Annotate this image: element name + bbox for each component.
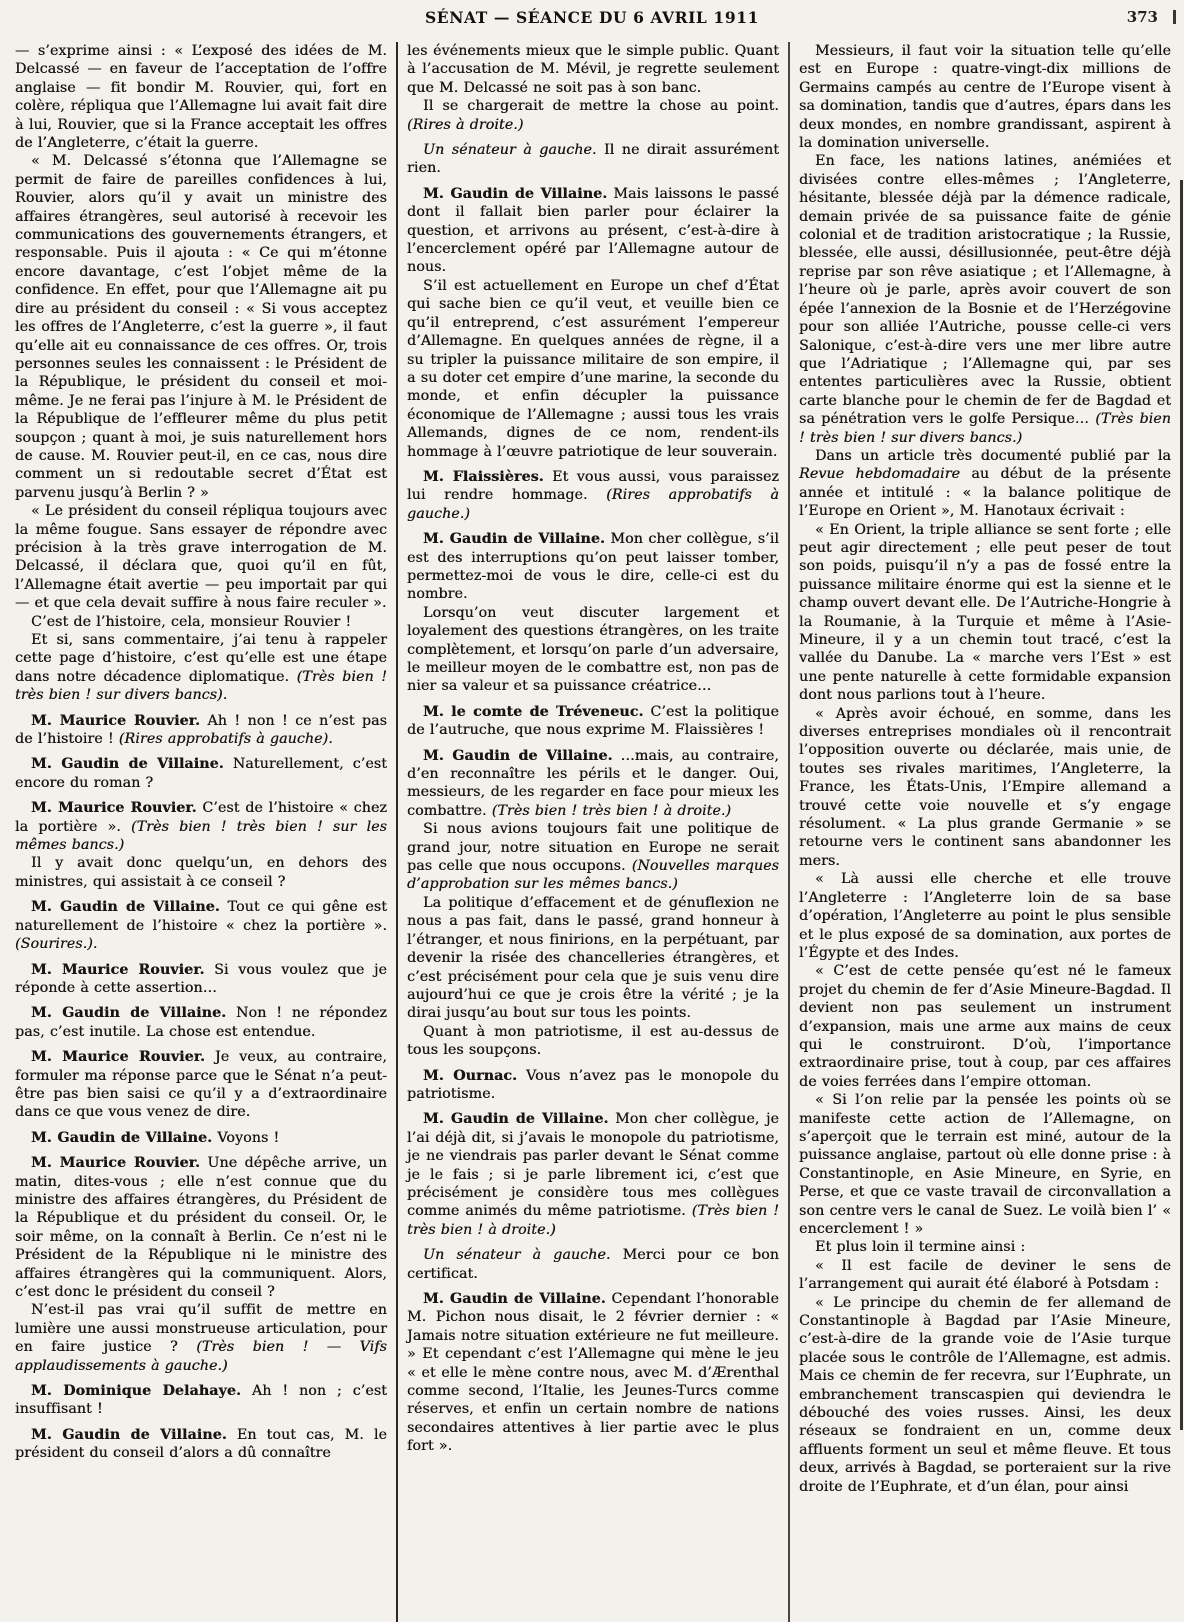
three-column-text <box>0 40 1184 1622</box>
text-run: les événements mieux que le simple public. Quant à l’accusation de M. Mévil, je regrette seulement que M. Delcassé ne soit pas à son banc. <box>407 43 779 96</box>
text-run: « Il est facile de deviner le sens de l’arrangement qui aurait été élaboré à Potsdam : <box>799 1257 1171 1293</box>
paragraph <box>799 1238 1171 1256</box>
paragraph <box>15 1004 387 1041</box>
text-run: N’est-il pas vrai qu’il suffit de mettre en lumière une aussi monstrueuse articulation, pour en faire justice ? <box>15 1302 387 1356</box>
paragraph <box>407 530 779 604</box>
paragraph <box>407 604 779 696</box>
speaker-name: M. Flaissières. <box>423 468 544 485</box>
paragraph <box>799 705 1171 871</box>
paragraph <box>799 447 1171 521</box>
paragraph <box>15 502 387 612</box>
paragraph <box>799 962 1171 1091</box>
speaker-name: M. Maurice Rouvier. <box>31 1155 200 1172</box>
stage-direction: (Très bien ! très bien ! sur divers bancs). <box>15 668 388 704</box>
paragraph <box>407 141 779 178</box>
stage-direction: (Très bien ! très bien ! à droite.) <box>407 1203 779 1238</box>
text-run: Vous n’avez pas le monopole du patriotisme. <box>407 1067 779 1102</box>
text-run: Dans un article très documenté publié par la <box>815 447 1171 464</box>
stage-direction: (Nouvelles marques d’approbation sur les mêmes bancs.) <box>407 858 779 893</box>
paragraph <box>407 1110 779 1239</box>
text-run: « Après avoir échoué, en somme, dans les diverses entreprises mondiales où il rencontrait l’opposition ouverte ou déclarée, mais unie, de toutes ses rivales maritimes, l’Angleterre, la France, les États-Unis, l’Empire allemand a trouvé cette voie nouvelle et s’y engage résolument. « La plus grande Germanie » se retourne vers le continent sans abandonner les mers. <box>799 705 1171 869</box>
column-2 <box>398 40 788 1622</box>
stage-direction: Revue hebdomadaire <box>799 466 961 483</box>
text-run: « M. Delcassé s’étonna que l’Allemagne se permit de faire de pareilles confidences à lui, Rouvier, alors qu’il y avait un ministre des affaires étrangères, seul autorisé à recevoir les communications des gouvernements étrangers, et responsable. Puis il ajouta : « Ce qui m’étonne encore davantage, c’est l’objet même de la confidence. En effet, pour que l’Allemagne ait pu dire au président du conseil : « Si vous acceptez les offres de l’Angleterre, c’est la guerre », il faut qu’elle ait eu connaissance de ces offres. Or, trois personnes seules les connaissent : le Président de la République, le président du conseil et moi-même. Je ne ferai pas l’injure à M. le Président de la République de l’effleurer même du plus petit soupçon ; quant à moi, je suis naturellement hors de cause. M. Rouvier peut-il, en ce cas, nous dire comment un si redoutable secret d’État est parvenu jusqu’à Berlin ? » <box>15 153 387 501</box>
text-run: Si nous avions toujours fait une politique de grand jour, notre situation en Europe ne serait pas celle que nous occupons. <box>407 821 779 875</box>
text-run: Merci pour ce bon certificat. <box>407 1247 779 1282</box>
scan-edge-artifact <box>1180 180 1183 1430</box>
text-run: Mon cher collègue, s’il est des interruptions qu’on peut laisser tomber, permettez-moi de vous le dire, celle-ci est du nombre. <box>407 531 779 603</box>
speaker-name: M. Ournac. <box>423 1067 518 1084</box>
text-run: « C’est de cette pensée qu’est né le fameux projet du chemin de fer d’Asie Mineure-Bagdad. Il devient non pas seulement un instrument d’expansion, mais une arme aux mains de ceux qui le construiront. D’où, l’importance extraordinaire prise, tout à coup, par ces affaires de voies ferrées dans l’empire ottoman. <box>799 963 1171 1090</box>
speaker-name: M. Gaudin de Villaine. <box>31 1129 213 1146</box>
paragraph <box>15 712 387 749</box>
paragraph <box>15 1426 387 1463</box>
stage-direction: Un sénateur à gauche. <box>423 142 597 159</box>
paragraph <box>799 521 1171 705</box>
paragraph <box>15 755 387 792</box>
paragraph <box>407 277 779 461</box>
text-run: S’il est actuellement en Europe un chef d’État qui sache bien ce qu’il veut, et veuille bien ce qu’il entreprend, c’est assurément l’empereur d’Allemagne. En quelques années de règne, il a su tripler la puissance militaire de son empire, il a su doter cet empire d’une marine, la seconde du monde, et enfin décupler la puissance économique de l’Allemagne ; aussi tous les vrais Allemands, dignes de ce nom, rendent-ils hommage à l’œuvre patriotique de leur souverain. <box>407 277 779 460</box>
paragraph <box>799 1257 1171 1294</box>
paragraph <box>15 1382 387 1419</box>
text-run: Messieurs, il faut voir la situation telle qu’elle est en Europe : quatre-vingt-dix millions de Germains campés au centre de l’Europe visent à sa domination, tandis que d’autres, épars dans les deux mondes, en nombre grandissant, aspirent à la domination universelle. <box>799 43 1171 152</box>
text-run: Mais laissons le passé dont il fallait bien parler pour éclairer la question, et arrivons au présent, c’est-à-dire à l’encerclement opéré par l’Allemagne autour de nous. <box>407 185 779 276</box>
paragraph <box>407 1246 779 1283</box>
paragraph <box>15 1129 387 1147</box>
speaker-name: M. Gaudin de Villaine. <box>31 899 220 916</box>
paragraph <box>799 870 1171 962</box>
paragraph <box>15 961 387 998</box>
text-run: En tout cas, M. le président du conseil d’alors a dû connaître <box>15 1426 387 1462</box>
paragraph <box>15 152 387 502</box>
paragraph <box>799 152 1171 447</box>
text-run: …mais, au contraire, d’en reconnaître les périls et le danger. Oui, messieurs, de les regarder en face pour mieux les combattre. <box>407 747 779 819</box>
speaker-name: M. Maurice Rouvier. <box>31 961 205 978</box>
stage-direction: (Rires approbatifs à gauche). <box>118 731 333 748</box>
text-run: Une dépêche arrive, un matin, dites-vous ; elle n’est connue que du ministre des affaires étrangères, du Président de la République et du président du conseil. Or, le soir même, on la connaît à Berlin. Ce n’est ni le Président de la République ni le ministre des affaires étrangères qui la communiquent. Alors, c’est donc le président du conseil ? <box>15 1155 387 1300</box>
text-run: « Le président du conseil répliqua toujours avec la même fougue. Sans essayer de répondre avec précision à la très grave interrogation de M. Delcassé, il déclara que, quoi qu’il en fût, l’Allemagne était avertie — peu importait par qui — et que cela devait suffire à nous faire reculer ». <box>15 503 387 612</box>
paragraph <box>15 1154 387 1301</box>
text-run: Quant à mon patriotisme, il est au-dessus de tous les soupçons. <box>407 1023 779 1059</box>
paragraph <box>407 820 779 894</box>
paragraph <box>15 631 387 705</box>
paragraph <box>407 1067 779 1104</box>
text-run: Ah ! non ! ce n’est pas de l’histoire ! <box>15 712 387 748</box>
text-run: — s’exprime ainsi : « L’exposé des idées de M. Delcassé — en faveur de l’acceptation de l’offre anglaise — fit bondir M. Rouvier, qui, fort en colère, répliqua que l’Allemagne lui avait fait dire à lui, Rouvier, que si la France acceptait les offres de l’Angleterre, c’était la guerre. <box>15 43 387 152</box>
paragraph <box>407 1290 779 1456</box>
text-run: C’est la politique de l’autruche, que nous exprime M. Flaissières ! <box>407 703 779 739</box>
text-run: En face, les nations latines, anémiées et divisées contre elles-mêmes ; l’Angleterre, hésitante, blessée déjà par la démence radicale, demain privée de sa puissance faite de génie colonial et de tradition aristocratique ; la Russie, blessée, elle aussi, désillusionnée, peut-être déjà reprise par son rêve asiatique ; et l’Allemagne, à l’heure où je parle, après avoir couvert de son épée l’annexion de la Bosnie et de l’Herzégovine pour son alliée l’Autriche, pousse celle-ci vers Salonique, c’est-à-dire vers une mer libre autre que l’Adriatique ; l’Allemagne qui, par ses ententes particulières avec la Russie, obtient carte blanche pour le chemin de fer de Bagdad et sa pénétration vers le golfe Persique… <box>799 153 1171 428</box>
paragraph <box>15 613 387 631</box>
speaker-name: M. le comte de Tréveneuc. <box>423 703 644 720</box>
paragraph <box>407 42 779 97</box>
text-run: « En Orient, la triple alliance se sent forte ; elle peut agir directement ; elle peut peser de tout son poids, puisqu’il n’y a pas de fossé entre la puissance militaire énorme qui est la sienne et le champ ouvert devant elle. De l’Autriche-Hongrie à la Roumanie, à la Turquie et même à l’Asie-Mineure, il y a un chemin tout tracé, c’est la vallée du Danube. La « marche vers l’Est » est une pente naturelle à cette formidable expansion dont nous parlions tout à l’heure. <box>799 521 1171 704</box>
masthead <box>0 0 1184 40</box>
text-run: La politique d’effacement et de génuflexion ne nous a pas fait, dans le passé, grand honneur à l’étranger, et nous finirions, en la perpétuant, par devenir la risée des chancelleries étrangères, et c’est précisément pour cela que je suis venu dire aujourd’hui ce que je crois être la vérité ; je la dirai jusqu’au bout sur tous les points. <box>407 894 779 1022</box>
stage-direction: (Rires à droite.) <box>407 116 524 133</box>
speaker-name: M. Gaudin de Villaine. <box>423 531 605 548</box>
text-run: Il se chargerait de mettre la chose au point. <box>423 98 779 115</box>
stage-direction: (Très bien ! — Vifs applaudissements à gauche.) <box>15 1339 387 1374</box>
paragraph <box>407 894 779 1023</box>
text-run: Je veux, au contraire, formuler ma réponse parce que le Sénat n’a peut-être pas bien saisi ce qu’il y a d’extraordinaire dans ce que vous venez de dire. <box>15 1049 387 1121</box>
text-run: Et si, sans commentaire, j’ai tenu à rappeler cette page d’histoire, c’est qu’elle est une étape dans notre décadence diplomatique. <box>15 632 387 685</box>
paragraph <box>15 42 387 152</box>
text-run: Lorsqu’on veut discuter largement et loyalement des questions étrangères, on les traite complètement, et lorsqu’on parle d’un adversaire, le meilleur moyen de le combattre est, non pas de nier sa valeur et sa puissance créatrice… <box>407 604 779 695</box>
paragraph <box>407 185 779 277</box>
text-run: C’est de l’histoire, cela, monsieur Rouvier ! <box>31 613 352 630</box>
page-number: 373 <box>1126 8 1158 26</box>
text-run: Tout ce qui gêne est naturellement de l’histoire « chez la portière ». <box>15 899 387 934</box>
paragraph <box>15 1048 387 1122</box>
stage-direction: (Très bien ! très bien ! sur les mêmes bancs.) <box>15 818 387 854</box>
text-run: Si vous voulez que je réponde à cette assertion… <box>15 961 387 996</box>
paragraph <box>15 854 387 891</box>
text-run: Et plus loin il termine ainsi : <box>815 1239 1026 1256</box>
paragraph <box>407 97 779 134</box>
speaker-name: M. Maurice Rouvier. <box>31 712 200 729</box>
stage-direction: Un sénateur à gauche. <box>423 1247 611 1264</box>
paragraph <box>407 747 779 821</box>
speaker-name: M. Maurice Rouvier. <box>31 1049 206 1066</box>
text-run: Non ! ne répondez pas, c’est inutile. La chose est entendue. <box>15 1005 387 1040</box>
paragraph <box>407 703 779 740</box>
speaker-name: M. Gaudin de Villaine. <box>423 1291 606 1307</box>
paragraph <box>15 799 387 854</box>
text-run: au début de la présente année et intitulé : « la balance politique de l’Europe en Orient », M. Hanotaux écrivait : <box>799 466 1172 520</box>
speaker-name: M. Maurice Rouvier. <box>31 800 197 817</box>
text-run: Naturellement, c’est encore du roman ? <box>15 756 387 791</box>
text-run: Cependant l’honorable M. Pichon nous disait, le 2 février dernier : « Jamais notre situation extérieure ne fut meilleure. » Et cependant c’est l’Allemagne qui mène le jeu « et elle le mène contre nous, avec M. d’Ærenthal comme second, l’Italie, les Jeunes-Turcs comme réserves, et enfin un certain nombre de nations secondaires attentives à lier partie avec le plus fort ». <box>407 1291 779 1455</box>
column-1 <box>6 40 396 1622</box>
speaker-name: M. Gaudin de Villaine. <box>423 747 613 764</box>
text-run: « Là aussi elle cherche et elle trouve l’Angleterre : l’Angleterre loin de sa base d’opération, l’Angleterre au point le plus sensible et le plus exposé de sa domination, aux portes de l’Égypte et des Indes. <box>799 871 1171 961</box>
paragraph <box>407 1023 779 1060</box>
paragraph <box>15 898 387 953</box>
stage-direction: (Très bien ! très bien ! sur divers bancs.) <box>799 411 1171 446</box>
paragraph <box>799 1294 1171 1496</box>
speaker-name: M. Gaudin de Villaine. <box>31 756 224 773</box>
paragraph <box>15 1301 387 1375</box>
paragraph <box>799 1091 1171 1238</box>
page-title: SÉNAT — SÉANCE DU 6 AVRIL 1911 <box>425 8 759 27</box>
speaker-name: M. Gaudin de Villaine. <box>423 185 608 202</box>
speaker-name: M. Gaudin de Villaine. <box>31 1005 227 1022</box>
stage-direction: (Rires approbatifs à gauche.) <box>407 487 779 522</box>
scan-corner-mark <box>1173 10 1176 24</box>
speaker-name: M. Gaudin de Villaine. <box>31 1426 227 1443</box>
speaker-name: M. Gaudin de Villaine. <box>423 1111 609 1128</box>
text-run: Il ne dirait assurément rien. <box>407 142 779 177</box>
text-run: Voyons ! <box>212 1129 280 1146</box>
text-run: Mon cher collègue, je l’ai déjà dit, si j’avais le monopole du patriotisme, je ne viendrais pas parler devant le Sénat comme je le fais ; si je parle librement ici, c’est que précisément je considère tous mes collègues comme animés du même patriotisme. <box>407 1111 779 1220</box>
speaker-name: M. Dominique Delahaye. <box>31 1383 241 1400</box>
paragraph <box>799 42 1171 152</box>
column-3 <box>790 40 1180 1622</box>
stage-direction: (Sourires.). <box>15 936 98 953</box>
text-run: C’est de l’histoire « chez la portière ». <box>15 800 387 835</box>
text-run: Il y avait donc quelqu’un, en dehors des ministres, qui assistait à ce conseil ? <box>15 855 387 890</box>
paragraph <box>407 468 779 523</box>
stage-direction: (Très bien ! très bien ! à droite.) <box>491 802 732 819</box>
text-run: « Si l’on relie par la pensée les points où se manifeste cette action de l’Allemagne, on s’aperçoit que le terrain est miné, autour de la puissance anglaise, partout où elle donne prise : à Constantinople, en Asie Mineure, en Syrie, en Perse, et que ce vaste travail de circonvallation a son centre vers le canal de Suez. Le voilà bien l’ « encerclement ! » <box>799 1092 1171 1237</box>
text-run: « Le principe du chemin de fer allemand de Constantinople à Bagdad par l’Asie Mineure, c’est-à-dire de la grande voie de l’Asie turque placée sous le contrôle de l’Allemagne, est admis. Mais ce chemin de fer recevra, sur l’Euphrate, un embranchement transcaspien qui deviendra le débouché des voies russes. Ainsi, les deux réseaux se fondraient en un, comme deux affluents forment un seul et même fleuve. Et tous deux, arrivés à Bagdad, se porteraient sur la rive droite de l’Euphrate, et d’un élan, pour ainsi <box>799 1294 1171 1495</box>
text-run: Et vous aussi, vous paraissez lui rendre hommage. <box>407 468 779 504</box>
text-run: Ah ! non ; c’est insuffisant ! <box>15 1383 387 1418</box>
